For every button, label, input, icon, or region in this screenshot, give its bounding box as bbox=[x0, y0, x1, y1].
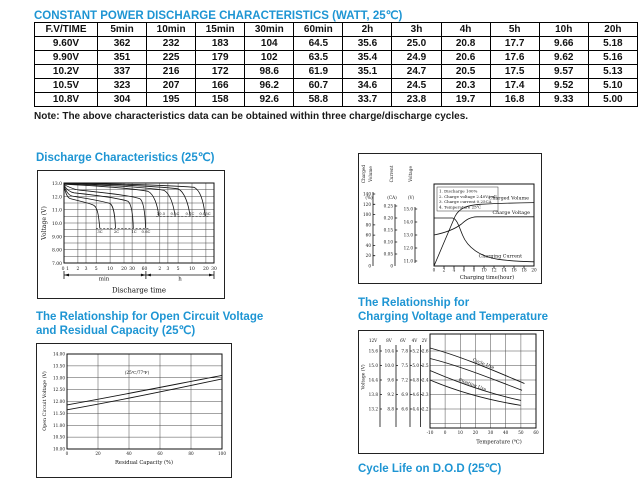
table-cell: 179 bbox=[196, 51, 245, 65]
table-cell: 225 bbox=[147, 51, 196, 65]
chart-label: 1 bbox=[66, 267, 69, 272]
table-cell: 5.00 bbox=[588, 93, 637, 107]
table-row bbox=[35, 93, 638, 107]
chart-label: 15.0 bbox=[368, 363, 378, 368]
chart-label: 0.25 bbox=[383, 203, 393, 209]
table-cell: 17.7 bbox=[490, 37, 539, 51]
table-cell: 166 bbox=[196, 79, 245, 93]
chart-label: 5 bbox=[176, 267, 180, 272]
chart-label: 1. Discharge 100% bbox=[439, 188, 478, 194]
charge-chart bbox=[358, 153, 542, 284]
chart-label: Current bbox=[389, 165, 394, 183]
chart-label: 9.2 bbox=[387, 392, 394, 397]
chart-label: 8.00 bbox=[51, 248, 62, 254]
chart-label: 0.05C bbox=[199, 211, 211, 216]
chart-label: 20 bbox=[95, 451, 101, 456]
temp-scale-axes bbox=[380, 345, 423, 427]
table-cell: 304 bbox=[98, 93, 147, 107]
chart-label: 0 bbox=[61, 267, 65, 272]
table-cell: 58.8 bbox=[294, 93, 343, 107]
ocv-chart bbox=[36, 343, 232, 478]
chart-label: 13.0 bbox=[51, 182, 62, 187]
chart-label: 0 bbox=[368, 263, 371, 269]
chart-label: 9.6 bbox=[387, 377, 394, 383]
chart-label: 2.6 bbox=[421, 348, 429, 354]
ocv-chart-title-line1: The Relationship for Open Circuit Voltage bbox=[36, 311, 264, 323]
chart-label: 10 bbox=[107, 267, 113, 272]
table-cell: 172 bbox=[196, 65, 245, 79]
chart-label: 0.1C bbox=[185, 211, 195, 216]
table-header-cell: 10min bbox=[147, 23, 196, 37]
chart-label: 13.50 bbox=[53, 363, 65, 369]
table-cell: 232 bbox=[147, 37, 196, 51]
chart-label: 0.15 bbox=[383, 227, 393, 233]
chart-label: 7.00 bbox=[51, 262, 62, 267]
chart-label: 0.05 bbox=[383, 251, 393, 257]
chart-label: Open Circuit Voltage (V) bbox=[43, 371, 48, 431]
table-cell: 5.16 bbox=[588, 51, 637, 65]
chart-label: 10.5 bbox=[156, 211, 166, 216]
chart-label: (CA) bbox=[387, 195, 397, 200]
table-cell: 158 bbox=[196, 93, 245, 107]
table-cell: 20.6 bbox=[441, 51, 490, 65]
chart-label: Cycle Use bbox=[471, 357, 495, 372]
chart-label: 14.4 bbox=[368, 377, 378, 383]
chart-label: 15.0 bbox=[403, 206, 413, 212]
chart-label: 0.10 bbox=[383, 239, 393, 245]
chart-label: 2.5 bbox=[421, 363, 429, 368]
ocv-grid bbox=[67, 354, 222, 449]
table-cell: 35.4 bbox=[343, 51, 392, 65]
chart-label: 14.0 bbox=[403, 219, 413, 225]
table-cell: 17.6 bbox=[490, 51, 539, 65]
chart-label: 18 bbox=[521, 267, 527, 273]
temp-chart bbox=[358, 330, 544, 454]
chart-label: 15.6 bbox=[368, 348, 378, 354]
table-cell: 17.5 bbox=[490, 65, 539, 79]
table-cell: 17.4 bbox=[490, 79, 539, 93]
chart-label: 4V bbox=[411, 338, 418, 343]
chart-label: 2 bbox=[76, 267, 80, 272]
chart-label: 7.8 bbox=[401, 348, 408, 354]
chart-label: 50 bbox=[518, 430, 524, 435]
chart-label: 12V bbox=[368, 338, 378, 343]
table-row bbox=[35, 37, 638, 51]
table-cell: 98.6 bbox=[245, 65, 294, 79]
table-cell: 102 bbox=[245, 51, 294, 65]
chart-label: 7.5 bbox=[401, 363, 408, 368]
table-cell: 195 bbox=[147, 93, 196, 107]
chart-label: 5.2 bbox=[412, 348, 419, 354]
chart-label: 2C bbox=[113, 229, 120, 234]
chart-label: 7.2 bbox=[401, 377, 408, 383]
chart-label: 20 bbox=[203, 267, 209, 272]
chart-label: 60 bbox=[157, 451, 163, 456]
temp-bands bbox=[430, 348, 525, 405]
chart-label: 2.2 bbox=[421, 406, 429, 412]
table-cell: 61.9 bbox=[294, 65, 343, 79]
table-cell: 20.5 bbox=[441, 65, 490, 79]
chart-label: 80 bbox=[365, 222, 371, 228]
table-cell: 337 bbox=[98, 65, 147, 79]
chart-label: 60 bbox=[141, 267, 148, 272]
table-cell: 33.7 bbox=[343, 93, 392, 107]
chart-label: 0.2C bbox=[170, 211, 180, 216]
table-cell: 351 bbox=[98, 51, 147, 65]
table-header-cell: 5h bbox=[490, 23, 539, 37]
table-header-cell: 30min bbox=[245, 23, 294, 37]
chart-label: 10 bbox=[481, 267, 487, 273]
chart-label: 4.4 bbox=[412, 406, 419, 412]
table-header-row bbox=[35, 23, 638, 37]
chart-label: 40 bbox=[126, 451, 132, 456]
chart-label: 60 bbox=[533, 430, 539, 435]
chart-label: 40 bbox=[365, 242, 371, 248]
chart-label: (25℃/77℉) bbox=[124, 370, 150, 375]
discharge-grid bbox=[64, 183, 214, 263]
chart-label: 5.0 bbox=[412, 363, 419, 368]
chart-label: 6.6 bbox=[401, 406, 408, 412]
table-cell: 9.62 bbox=[539, 51, 588, 65]
chart-label: 100 bbox=[218, 451, 226, 456]
table-cell: 9.57 bbox=[539, 65, 588, 79]
chart-label: 5 bbox=[94, 267, 98, 272]
chart-label: 11.0 bbox=[51, 208, 62, 214]
chart-label: Charged bbox=[361, 164, 366, 184]
table-row bbox=[35, 65, 638, 79]
chart-label: 0 bbox=[390, 263, 393, 269]
chart-label: 8 bbox=[472, 267, 476, 273]
chart-label: Floating Use bbox=[457, 378, 487, 393]
table-header-cell: 10h bbox=[539, 23, 588, 37]
chart-label: 20 bbox=[472, 430, 479, 435]
table-cell: 9.52 bbox=[539, 79, 588, 93]
chart-label: 8.8 bbox=[387, 406, 394, 412]
chart-label: 12.50 bbox=[53, 387, 65, 393]
chart-label: 30 bbox=[129, 267, 135, 272]
table-cell: 216 bbox=[147, 65, 196, 79]
chart-label: 9.00 bbox=[51, 235, 62, 241]
table-header-cell: 4h bbox=[441, 23, 490, 37]
table-cell: 63.5 bbox=[294, 51, 343, 65]
chart-label: 2 bbox=[158, 267, 162, 272]
chart-label: 16 bbox=[511, 267, 517, 273]
table-header-cell: 3h bbox=[392, 23, 441, 37]
chart-label: 10.4 bbox=[384, 348, 394, 354]
chart-label: 6.9 bbox=[401, 392, 408, 397]
chart-label: 12.0 bbox=[51, 195, 62, 201]
chart-label: 8V bbox=[386, 338, 392, 343]
chart-label: 20 bbox=[121, 267, 127, 272]
table-cell: 9.90V bbox=[35, 51, 98, 65]
table-header-cell: 5min bbox=[98, 23, 147, 37]
table-header-cell: F.V/TIME bbox=[35, 23, 98, 37]
chart-label: 40 bbox=[503, 430, 509, 435]
chart-label: 13.8 bbox=[368, 392, 378, 397]
chart-label: Temperature (℃) bbox=[476, 439, 522, 446]
chart-label: 13.00 bbox=[53, 375, 65, 381]
chart-label: (%) bbox=[365, 195, 373, 200]
chart-label: 2.4 bbox=[421, 377, 429, 383]
chart-label: 4.8 bbox=[412, 377, 419, 383]
table-cell: 35.1 bbox=[343, 65, 392, 79]
chart-label: 13.2 bbox=[368, 406, 378, 412]
discharge-axis-labels bbox=[41, 181, 217, 295]
table-cell: 10.5V bbox=[35, 79, 98, 93]
chart-label: 10.50 bbox=[53, 434, 65, 440]
chart-label: 80 bbox=[188, 451, 194, 456]
discharge-table bbox=[34, 22, 638, 107]
chart-label: 12.00 bbox=[53, 399, 65, 404]
chart-label: 100 bbox=[363, 212, 371, 218]
chart-label: min bbox=[98, 276, 110, 283]
table-cell: 9.66 bbox=[539, 37, 588, 51]
table-cell: 24.7 bbox=[392, 65, 441, 79]
discharge-dimension-arrows bbox=[64, 271, 214, 279]
chart-label: 11.00 bbox=[53, 422, 65, 428]
table-cell: 5.13 bbox=[588, 65, 637, 79]
chart-label: 30 bbox=[487, 430, 494, 435]
chart-label: Voltage (V) bbox=[361, 364, 367, 390]
chart-label: 6 bbox=[462, 267, 466, 273]
table-cell: 25.0 bbox=[392, 37, 441, 51]
table-cell: 19.7 bbox=[441, 93, 490, 107]
table-cell: 92.6 bbox=[245, 93, 294, 107]
chart-label: 20 bbox=[365, 253, 371, 259]
table-cell: 10.8V bbox=[35, 93, 98, 107]
chart-label: 3C bbox=[97, 229, 103, 234]
table-row bbox=[35, 51, 638, 65]
chart-label: 120 bbox=[363, 201, 371, 207]
table-cell: 5.18 bbox=[588, 37, 637, 51]
chart-label: 10.0 bbox=[51, 222, 62, 227]
chart-label: 4. Temperature 25℃ bbox=[439, 204, 482, 210]
chart-label: 140 bbox=[363, 191, 371, 197]
chart-label: Voltage bbox=[408, 166, 413, 182]
table-cell: 96.2 bbox=[245, 79, 294, 93]
ocv-lines bbox=[67, 375, 222, 409]
table-cell: 34.6 bbox=[343, 79, 392, 93]
chart-label: 0 bbox=[443, 430, 447, 435]
chart-label: (V) bbox=[407, 195, 415, 200]
table-header-cell: 2h bbox=[343, 23, 392, 37]
charge-axis-labels bbox=[361, 165, 537, 281]
table-header-cell: 60min bbox=[294, 23, 343, 37]
chart-label: Residual Capacity (%) bbox=[114, 460, 174, 466]
chart-label: Charge Voltage bbox=[492, 211, 530, 216]
chart-label: 14.00 bbox=[53, 351, 65, 357]
temp-chart-title-line2: Charging Voltage and Temperature bbox=[358, 311, 548, 323]
chart-label: 2.3 bbox=[421, 392, 429, 397]
chart-label: 30 bbox=[211, 267, 217, 272]
table-cell: 60.7 bbox=[294, 79, 343, 93]
table-row bbox=[35, 79, 638, 93]
chart-label: 0 bbox=[65, 451, 69, 456]
table-cell: 183 bbox=[196, 37, 245, 51]
chart-label: 0.20 bbox=[383, 215, 393, 221]
chart-label: 6V bbox=[400, 338, 406, 343]
table-cell: 5.10 bbox=[588, 79, 637, 93]
chart-label: 0.6C bbox=[141, 229, 151, 234]
table-cell: 207 bbox=[147, 79, 196, 93]
table-cell: 24.5 bbox=[392, 79, 441, 93]
chart-label: 10 bbox=[189, 267, 195, 272]
page-title: CONSTANT POWER DISCHARGE CHARACTERISTICS (WATT, 25℃) bbox=[34, 10, 403, 22]
table-cell: 9.60V bbox=[35, 37, 98, 51]
chart-label: Charged Volume bbox=[488, 196, 529, 202]
chart-label: 4.6 bbox=[412, 392, 419, 397]
note-text: Note: The above characteristics data can be obtained within three charge/discharge cycles. bbox=[34, 111, 469, 122]
chart-label: h bbox=[178, 276, 182, 283]
chart-label: 0 bbox=[432, 267, 436, 273]
ocv-chart-title-line2: and Residual Capacity (25℃) bbox=[36, 325, 196, 337]
chart-label: 2 bbox=[442, 267, 446, 273]
chart-label: Voltage (V) bbox=[41, 206, 48, 240]
chart-label: Charging time(hour) bbox=[459, 275, 515, 281]
chart-label: 11.50 bbox=[53, 410, 65, 416]
chart-label: 2V bbox=[421, 338, 428, 343]
discharge-cutoff-lines bbox=[96, 216, 210, 228]
cycle-life-title: Cycle Life on D.O.D (25℃) bbox=[358, 463, 502, 475]
chart-label: 12 bbox=[491, 267, 497, 273]
table-cell: 23.8 bbox=[392, 93, 441, 107]
chart-label: Volume bbox=[368, 166, 373, 182]
chart-label: 1C bbox=[131, 229, 137, 234]
chart-label: 3. Charge current 0.25CA bbox=[439, 199, 492, 205]
table-cell: 16.8 bbox=[490, 93, 539, 107]
temp-grid bbox=[430, 334, 536, 428]
table-cell: 9.33 bbox=[539, 93, 588, 107]
chart-label: 20 bbox=[531, 267, 537, 273]
discharge-chart-title: Discharge Characteristics (25℃) bbox=[36, 152, 215, 164]
table-cell: 20.8 bbox=[441, 37, 490, 51]
chart-label: Discharge time bbox=[111, 286, 167, 295]
chart-label: -10 bbox=[426, 430, 434, 435]
chart-label: 10.00 bbox=[53, 446, 65, 452]
discharge-chart bbox=[37, 170, 225, 299]
chart-label: 14 bbox=[501, 267, 507, 273]
table-cell: 362 bbox=[98, 37, 147, 51]
table-cell: 24.9 bbox=[392, 51, 441, 65]
table-cell: 323 bbox=[98, 79, 147, 93]
table-header-cell: 15min bbox=[196, 23, 245, 37]
chart-label: 10 bbox=[457, 430, 463, 435]
table-cell: 10.2V bbox=[35, 65, 98, 79]
chart-label: 60 bbox=[365, 232, 371, 238]
table-cell: 20.3 bbox=[441, 79, 490, 93]
table-cell: 64.5 bbox=[294, 37, 343, 51]
chart-label: 2. Charge voltage 2.40V/cell bbox=[439, 193, 497, 199]
chart-label: 4 bbox=[452, 267, 456, 273]
chart-label: 10.0 bbox=[384, 363, 394, 368]
chart-label: 11.0 bbox=[403, 258, 413, 264]
chart-label: 13.0 bbox=[403, 232, 413, 238]
temp-plot-frame bbox=[430, 334, 536, 428]
table-header-cell: 20h bbox=[588, 23, 637, 37]
chart-label: 3 bbox=[84, 267, 88, 272]
chart-label: Charging Current bbox=[478, 254, 522, 260]
chart-label: 3 bbox=[166, 267, 170, 272]
temp-chart-title-line1: The Relationship for bbox=[358, 297, 470, 309]
table-cell: 104 bbox=[245, 37, 294, 51]
chart-label: 12.0 bbox=[403, 245, 413, 251]
table-cell: 35.6 bbox=[343, 37, 392, 51]
